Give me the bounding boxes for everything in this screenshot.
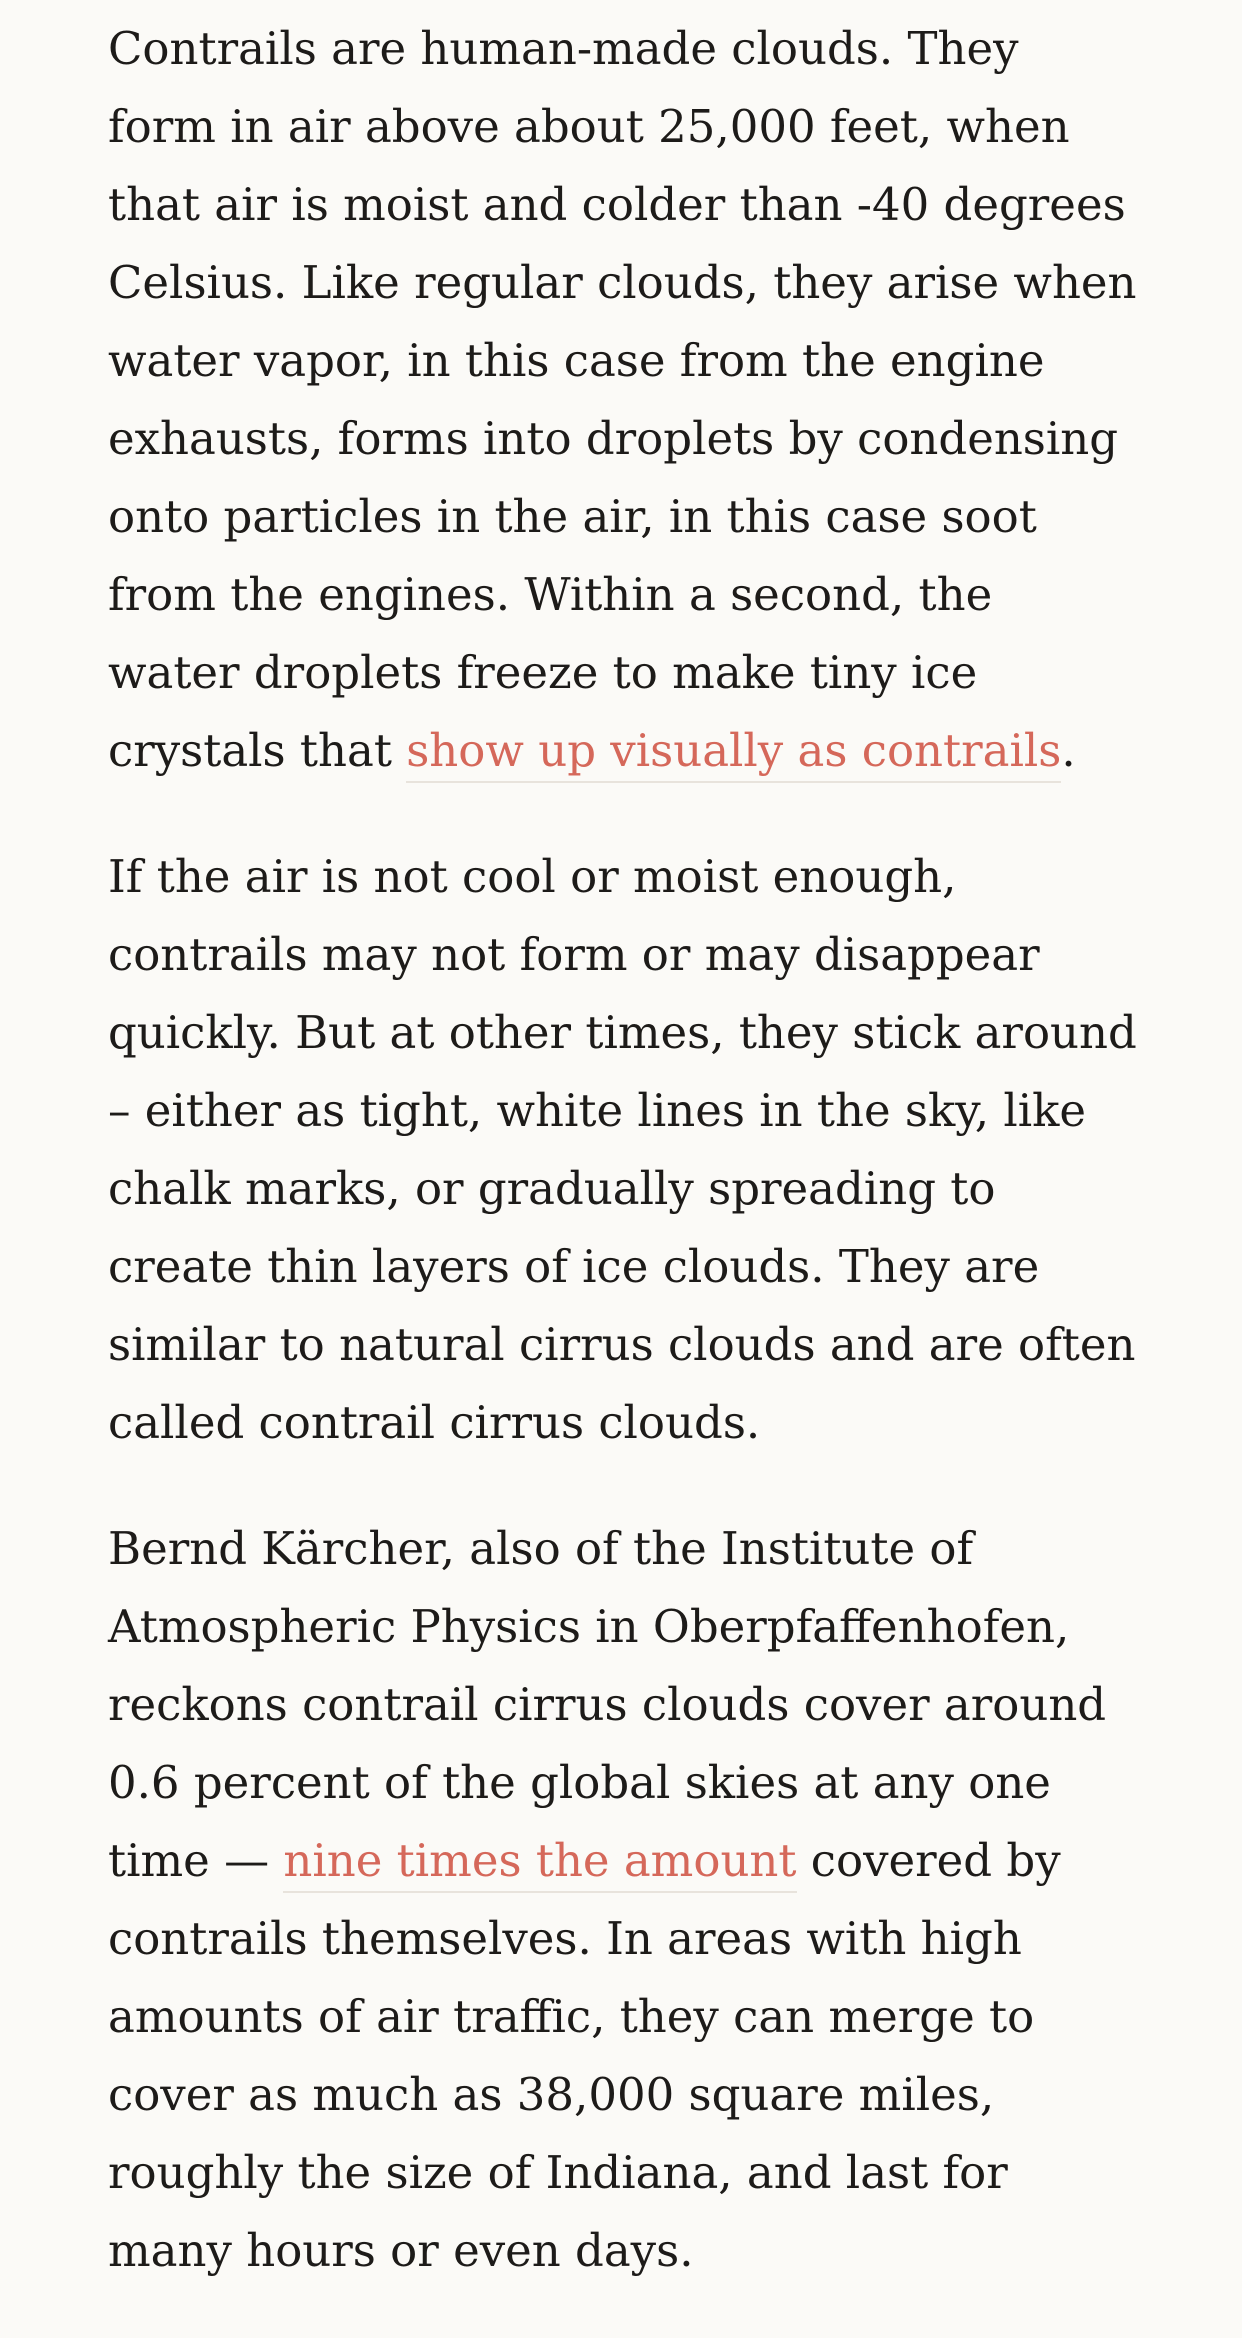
paragraph-text: Bernd Kärcher, also of the Institute of Atmospheric Physics in Oberpfaffenhofen, reckons contrail cirrus clouds cover around 0.6 percent of the global skies at any one time —	[108, 1522, 1107, 1887]
paragraph-text: covered by contrails themselves. In areas with high amounts of air traffic, they can merge to cover as much as 38,000 square miles, roughly the size of Indiana, and last for many hours or even days.	[108, 1834, 1061, 2277]
contrails-visual-link[interactable]: show up visually as contrails	[406, 724, 1061, 783]
paragraph-text: .	[1061, 724, 1076, 777]
paragraph-text: If the air is not cool or moist enough, contrails may not form or may disappear quickly. But at other times, they stick around – either as tight, white lines in the sky, like chalk marks, or gradually spreading to create thin layers of ice clouds. They are similar to natural cirrus clouds and are often called contrail cirrus clouds.	[108, 850, 1137, 1449]
paragraph-contrail-cirrus	[108, 838, 1138, 1462]
nine-times-amount-link[interactable]: nine times the amount	[283, 1834, 796, 1893]
article-body	[108, 10, 1138, 2338]
paragraph-karcher-estimate	[108, 1510, 1138, 2290]
paragraph-text: Contrails are human-made clouds. They form in air above about 25,000 feet, when that air is moist and colder than -40 degrees Celsius. Like regular clouds, they arise when water vapor, in this case from the engine exhausts, forms into droplets by condensing onto particles in the air, in this case soot from the engines. Within a second, the water droplets freeze to make tiny ice crystals that	[108, 22, 1137, 777]
paragraph-contrails-formation	[108, 10, 1138, 790]
